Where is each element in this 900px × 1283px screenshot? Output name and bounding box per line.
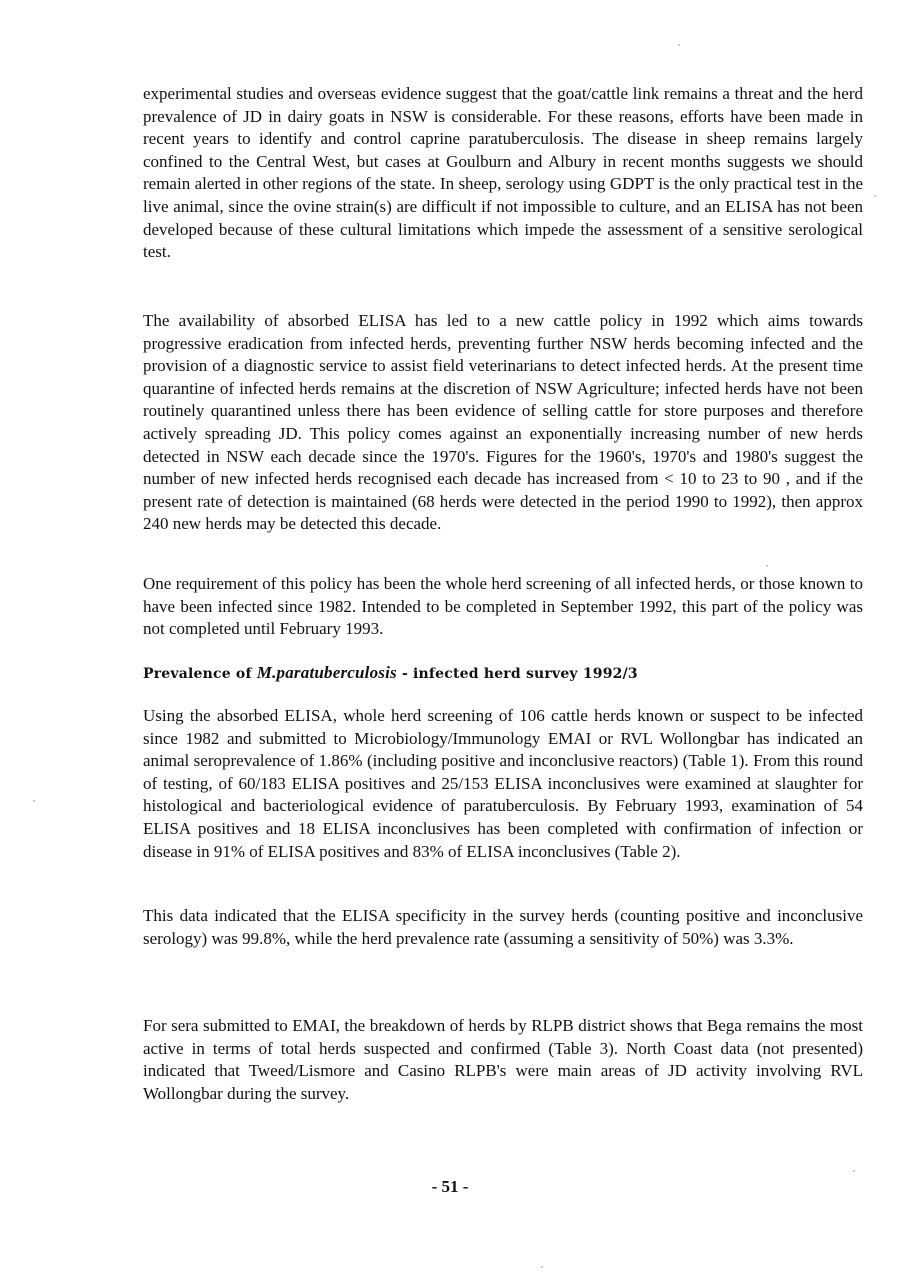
heading-prefix: Prevalence of xyxy=(143,666,257,682)
heading-italic-species: M.paratuberculosis xyxy=(256,663,397,682)
paragraph-text: One requirement of this policy has been the whole herd screening of all infected herds, or those known to have been infected since 1982. Intended to be completed in September 1992, this part of the policy was not completed until February 1993. xyxy=(143,574,863,639)
paragraph-rlpb-district xyxy=(143,1015,863,1105)
page-number: - 51 - xyxy=(431,1177,469,1196)
heading-suffix: - infected herd survey 1992/3 xyxy=(396,666,638,682)
scan-speck xyxy=(766,565,768,567)
paragraph-goat-cattle-link xyxy=(143,83,863,264)
scan-speck xyxy=(853,1170,855,1172)
paragraph-cattle-policy xyxy=(143,310,863,536)
paragraph-text: For sera submitted to EMAI, the breakdown of herds by RLPB district shows that Bega remains the most active in terms of total herds suspected and confirmed (Table 3). North Coast data (not presented) indicated that Tweed/Lismore and Casino RLPB's were main areas of JD activity involving RVL Wollongbar during the survey. xyxy=(143,1016,863,1103)
paragraph-absorbed-elisa xyxy=(143,705,863,863)
scan-speck xyxy=(678,44,680,46)
paragraph-text: This data indicated that the ELISA specificity in the survey herds (counting positive and inconclusive serology) was 99.8%, while the herd prevalence rate (assuming a sensitivity of 50%) was 3.3%. xyxy=(143,906,863,948)
scan-speck xyxy=(541,1266,543,1268)
paragraph-text: The availability of absorbed ELISA has led to a new cattle policy in 1992 which aims towards progressive eradication from infected herds, preventing further NSW herds becoming infected and the provision of a diagnostic service to assist field veterinarians to detect infected herds. At the present time quarantine of infected herds remains at the discretion of NSW Agriculture; infected herds have not been routinely quarantined unless there has been evidence of selling cattle for store purposes and therefore actively spreading JD. This policy comes against an exponentially increasing number of new herds detected in NSW each decade since the 1970's. Figures for the 1960's, 1970's and 1980's suggest the number of new infected herds recognised each decade has increased from < 10 to 23 to 90 , and if the present rate of detection is maintained (68 herds were detected in the period 1990 to 1992), then approx 240 new herds may be detected this decade. xyxy=(143,311,863,534)
paragraph-specificity xyxy=(143,905,863,950)
paragraph-text: experimental studies and overseas evidence suggest that the goat/cattle link remains a threat and the herd prevalence of JD in dairy goats in NSW is considerable. For these reasons, efforts have been made in recent years to identify and control caprine paratuberculosis. The disease in sheep remains largely confined to the Central West, but cases at Goulburn and Albury in recent months suggests we should remain alerted in other regions of the state. In sheep, serology using GDPT is the only practical test in the live animal, since the ovine strain(s) are difficult if not impossible to culture, and an ELISA has not been developed because of these cultural limitations which impede the assessment of a sensitive serological test. xyxy=(143,84,863,262)
section-heading xyxy=(143,662,863,685)
paragraph-text: Using the absorbed ELISA, whole herd screening of 106 cattle herds known or suspect to be infected since 1982 and submitted to Microbiology/Immunology EMAI or RVL Wollongbar has indicated an animal seroprevalence of 1.86% (including positive and inconclusive reactors) (Table 1). From this round of testing, of 60/183 ELISA positives and 25/153 ELISA inconclusives were examined at slaughter for histological and bacteriological evidence of paratuberculosis. By February 1993, examination of 54 ELISA positives and 18 ELISA inconclusives has been completed with confirmation of infection or disease in 91% of ELISA positives and 83% of ELISA inconclusives (Table 2). xyxy=(143,706,863,861)
scan-speck xyxy=(33,800,35,802)
paragraph-herd-screening xyxy=(143,573,863,641)
scan-speck xyxy=(874,195,876,197)
